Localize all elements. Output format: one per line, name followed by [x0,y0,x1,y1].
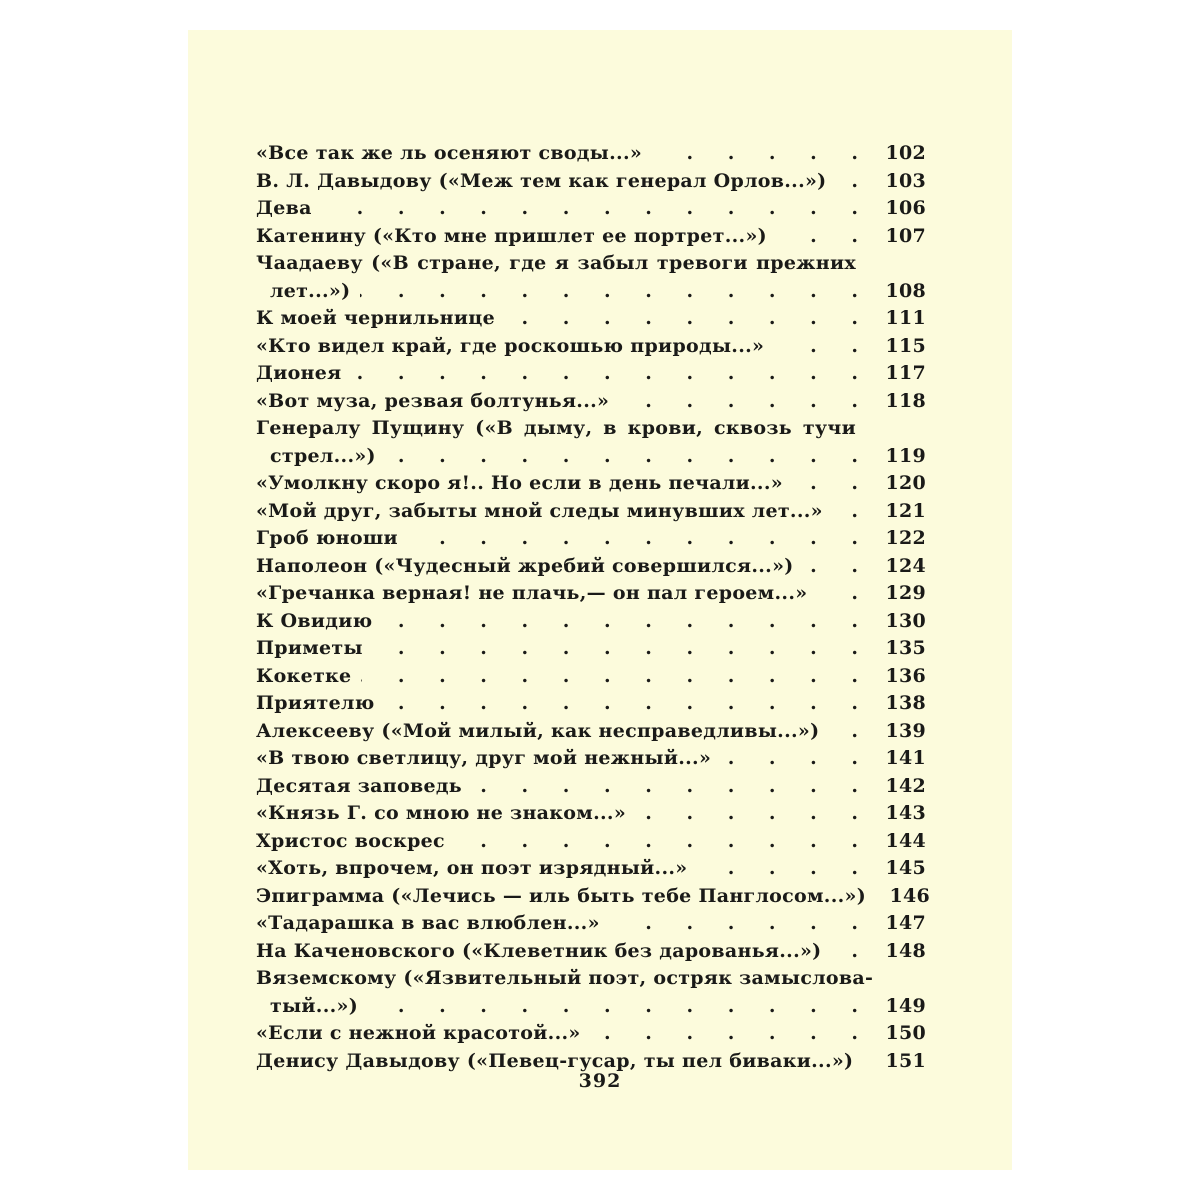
dot-leader [591,1020,872,1048]
toc-entry [256,525,926,553]
toc-page-number: 148 [885,939,926,962]
dot-leader [382,608,872,636]
dot-leader [652,140,872,168]
dot-leader [804,553,872,581]
toc-entry-title: «Вот муза, резвая болтунья...» [256,389,610,412]
toc-page-number: 120 [885,472,926,494]
toc-entry [256,938,926,966]
toc-entry [256,690,926,718]
toc-page-number: 107 [885,224,926,247]
toc-entry [256,168,926,196]
toc-page-number: 139 [885,719,926,742]
toc-entry-title: К моей чернильнице [256,307,495,329]
toc-entry-title: Денису Давыдову («Певец-гусар, ты пел биваки...») [256,1049,854,1072]
toc-entry-title: Чаадаеву («В стране, где я забыл тревоги прежних [256,252,856,274]
toc-page-number: 147 [885,912,926,934]
dot-leader [697,855,872,883]
toc-entry [256,663,926,691]
toc-entry-title: На Каченовского («Клеветник без дарованья...») [256,939,822,962]
table-of-contents [256,140,930,1075]
toc-entry [256,828,926,856]
toc-page-number: 144 [885,829,926,852]
toc-page-number: 119 [885,444,926,467]
dot-leader [831,938,872,966]
toc-entry-title: Христос воскрес [256,829,445,852]
toc-page-number: 146 [889,884,930,907]
toc-page-number: 124 [885,554,926,577]
toc-page-number: 117 [885,362,926,384]
toc-entry [256,993,926,1021]
dot-leader [505,305,872,333]
toc-entry [256,1020,926,1048]
dot-leader [833,498,872,526]
toc-page-number: 150 [885,1022,926,1044]
toc-entry [256,360,926,388]
toc-entry [256,498,926,526]
toc-page-number: 149 [885,994,926,1017]
toc-entry-title: «Мой друг, забыты мной следы минувших лет...» [256,499,823,522]
toc-entry-title: Десятая заповедь [256,774,462,797]
toc-entry-title: Генералу Пущину («В дыму, в крови, сквозь тучи [256,417,856,439]
toc-page-number: 142 [885,774,926,797]
dot-leader [360,278,872,306]
dot-leader [386,443,872,471]
toc-entry-title: Приметы [256,637,363,659]
toc-entry-title: «Гречанка верная! не плачь,— он пал героем...» [256,582,808,604]
toc-entry [256,278,926,306]
toc-entry-continuation: стрел...») [270,444,376,467]
toc-entry-title: «Князь Г. со мною не знаком...» [256,802,626,824]
toc-page-number: 121 [885,499,926,522]
toc-entry [256,773,926,801]
toc-entry-title: Эпиграмма («Лечись — иль быть тебе Панглосом...») [256,884,866,907]
toc-page-number: 103 [885,169,926,192]
dot-leader [817,580,872,608]
book-page [188,30,1012,1170]
dot-leader [777,223,872,251]
toc-entry [256,635,926,663]
toc-page-number: 151 [885,1049,926,1072]
dot-leader [619,388,872,416]
toc-entry [256,718,926,746]
dot-leader [721,745,872,773]
toc-entry [256,580,926,608]
toc-entry [256,553,926,581]
toc-entry-title: «Хоть, впрочем, он поэт изрядный...» [256,857,688,879]
toc-page-number: 143 [885,802,926,824]
page-number-footer: 392 [578,1070,622,1092]
toc-entry-title: «В твою светлицу, друг мой нежный...» [256,747,712,769]
toc-page-number: 118 [885,389,926,412]
toc-entry-title: Наполеон («Чудесный жребий совершился...») [256,554,794,577]
dot-leader [352,360,873,388]
toc-entry-title: Дева [256,197,312,219]
dot-leader [774,333,872,361]
toc-entry [256,855,926,883]
toc-entry-title: «Умолкну скоро я!.. Но если в день печали...» [256,472,783,494]
toc-entry-title: Катенину («Кто мне пришлет ее портрет...») [256,224,767,247]
toc-entry-title: Гроб юноши [256,527,398,549]
toc-entry-title: «Тадарашка в вас влюблен...» [256,912,600,934]
toc-entry-continuation: тый...») [270,994,359,1017]
toc-page-number: 122 [885,527,926,549]
toc-entry [256,388,926,416]
toc-entry-title: «Все так же ль осеняют своды...» [256,142,643,164]
toc-entry [256,305,926,333]
toc-entry-title: Приятелю [256,692,375,714]
toc-entry [256,800,926,828]
toc-entry-title: В. Л. Давыдову («Меж тем как генерал Орлов...») [256,169,827,192]
toc-entry [256,223,926,251]
toc-entry [256,470,926,498]
toc-entry [256,883,930,911]
toc-entry-title: «Если с нежной красотой...» [256,1022,581,1044]
toc-page-number: 135 [885,637,926,659]
dot-leader [361,663,872,691]
toc-page-number: 130 [885,609,926,632]
dot-leader [793,470,872,498]
toc-entry [256,195,926,223]
toc-entry [256,333,926,361]
toc-entry [256,910,926,938]
toc-entry [256,443,926,471]
toc-entry [256,140,926,168]
toc-entry-continuation: лет...») [270,279,351,302]
toc-page-number: 129 [885,582,926,604]
toc-page-number: 138 [885,692,926,714]
toc-entry-title: Алексееву («Мой милый, как несправедливы...») [256,719,820,742]
dot-leader [385,690,873,718]
dot-leader [636,800,872,828]
dot-leader [455,828,872,856]
toc-page-number: 145 [885,857,926,879]
toc-page-number: 106 [885,197,926,219]
dot-leader [322,195,872,223]
dot-leader [836,168,872,196]
toc-page-number: 108 [885,279,926,302]
dot-leader [408,525,872,553]
toc-entry-title: К Овидию [256,609,373,632]
dot-leader [373,635,872,663]
toc-entry-title: Вяземскому («Язвительный поэт, остряк замыслова- [256,967,874,989]
dot-leader [829,718,872,746]
dot-leader [610,910,872,938]
toc-entry [256,608,926,636]
toc-entry-title: «Кто видел край, где роскошью природы...» [256,334,765,357]
toc-entry [256,745,926,773]
toc-entry-title: Кокетке [256,664,352,687]
toc-page-number: 141 [885,747,926,769]
toc-page-number: 115 [885,334,926,357]
dot-leader [368,993,872,1021]
toc-page-number: 111 [885,307,926,329]
toc-page-number: 136 [885,664,926,687]
dot-leader [472,773,872,801]
toc-page-number: 102 [885,142,926,164]
toc-entry-title: Дионея [256,362,342,384]
